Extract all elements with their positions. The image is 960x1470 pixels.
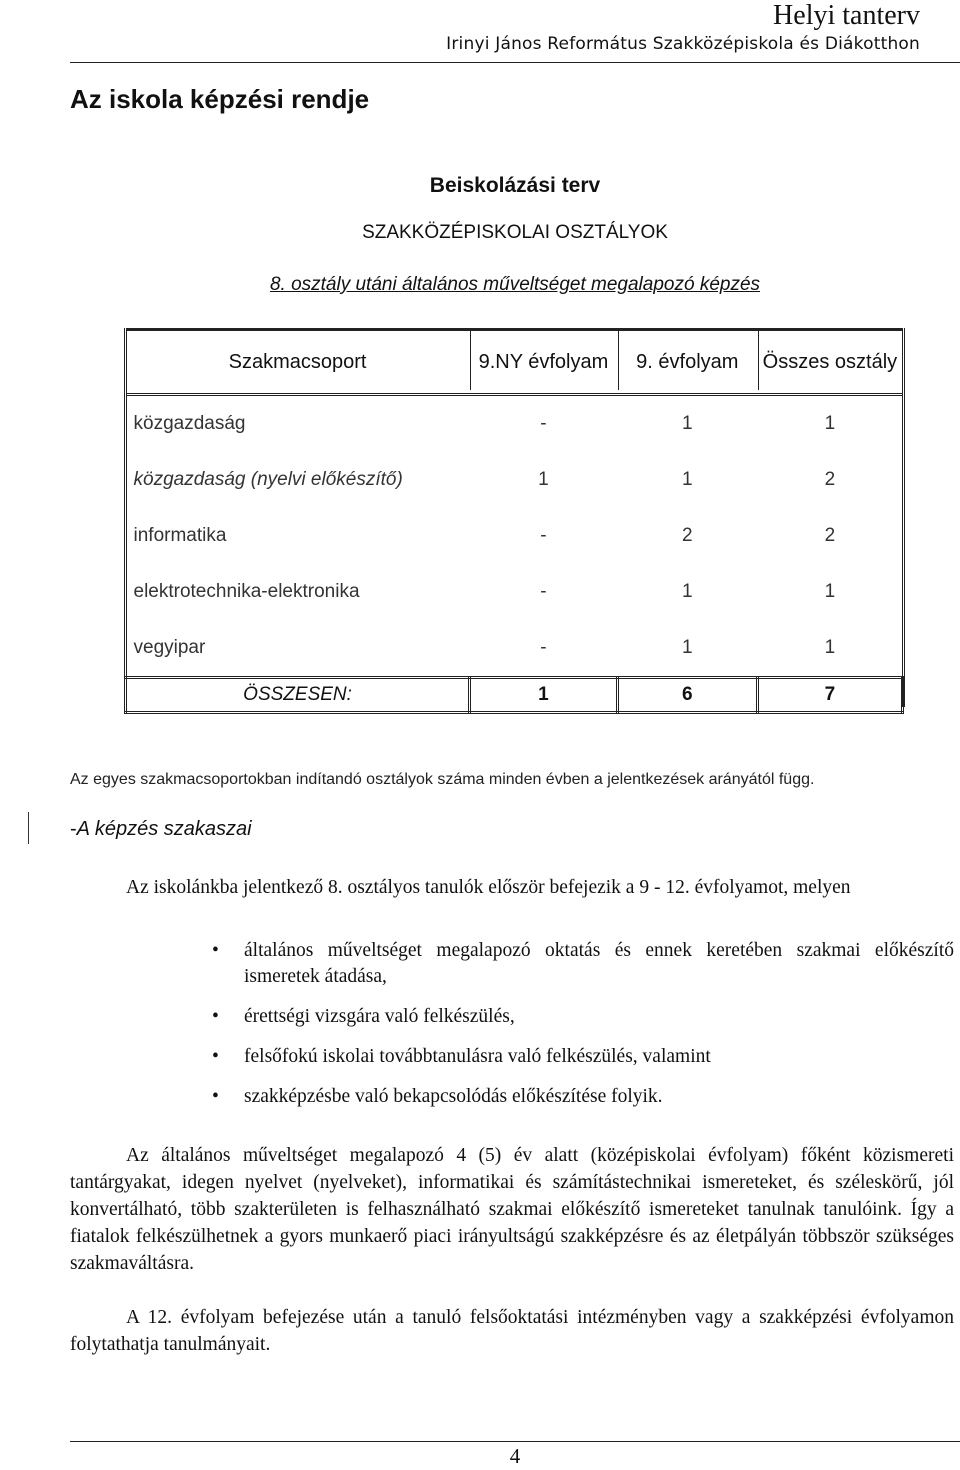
list-item — [206, 1084, 954, 1110]
row-9ny: - — [540, 637, 547, 658]
sum-total: 7 — [757, 678, 902, 713]
header-divider-3 — [758, 328, 759, 390]
revision-bar — [28, 812, 29, 844]
sum-9: 6 — [617, 678, 757, 713]
row-name: közgazdaság (nyelvi előkészítő) — [133, 469, 403, 490]
header-divider-2 — [618, 328, 619, 390]
row-total: 2 — [824, 469, 836, 490]
list-item — [206, 938, 954, 990]
table-row — [126, 508, 903, 564]
col-header-total: Összes osztály — [757, 330, 902, 395]
row-name: vegyipar — [133, 637, 206, 658]
list-item-text: általános műveltséget megalapozó oktatás és ennek keretében szakmai előkészítő ismeretek átadása, — [244, 940, 954, 987]
bullet-icon: • — [212, 1086, 219, 1107]
bullet-icon: • — [212, 1006, 219, 1027]
bullet-icon: • — [212, 940, 219, 961]
table-note: Az egyes szakmacsoportokban indítandó osztályok száma minden évben a jelentkezések arányától függ. — [70, 771, 815, 788]
list-item-text: érettségi vizsgára való felkészülés, — [244, 1006, 515, 1027]
page-number: 4 — [509, 1444, 521, 1468]
bullet-list — [206, 938, 954, 1124]
row-name: közgazdaság — [133, 413, 246, 434]
table-row — [126, 564, 903, 620]
col-header-9ny: 9.NY évfolyam — [470, 330, 618, 395]
enrollment-table — [124, 328, 904, 714]
stage-dash: - — [70, 818, 77, 840]
subheading: Beiskolázási terv — [429, 174, 601, 197]
intro-paragraph: Az iskolánkba jelentkező 8. osztályos tanulók először befejezik a 9 - 12. évfolyamot, melyen — [126, 877, 851, 898]
sum-label: ÖSSZESEN: — [126, 678, 470, 713]
table-row — [126, 452, 903, 508]
col-header-9: 9. évfolyam — [617, 330, 757, 395]
stage-heading — [70, 818, 252, 841]
stage-title: A képzés szakaszai — [76, 818, 252, 840]
footer-divider — [70, 1441, 960, 1442]
row-9: 1 — [682, 413, 693, 434]
row-total: 1 — [824, 413, 836, 434]
table-sum-row — [126, 678, 903, 713]
row-9: 1 — [682, 637, 693, 658]
table-border-right — [902, 328, 905, 707]
row-total: 1 — [824, 581, 836, 602]
table-border-left — [124, 328, 127, 707]
section-heading: SZAKKÖZÉPISKOLAI OSZTÁLYOK — [362, 222, 668, 243]
list-item-text: felsőfokú iskolai továbbtanulásra való felkészülés, valamint — [244, 1046, 711, 1067]
row-9ny: - — [540, 413, 547, 434]
row-9ny: 1 — [538, 469, 549, 490]
page-heading: Az iskola képzési rendje — [70, 84, 370, 114]
row-9: 2 — [682, 525, 693, 546]
row-9ny: - — [540, 581, 547, 602]
header-divider — [70, 62, 960, 63]
sum-9ny: 1 — [470, 678, 618, 713]
body-paragraph: Az általános műveltséget megalapozó 4 (5) év alatt (középiskolai évfolyam) főként közismereti tantárgyakat, idegen nyelvet (nyelveket), informatikai és számítástechnikai ismereteket, és széleskörű, jól konvertálható, több szakterületen is felhasználható szakmai előkészítő ismereteket tanulnak tanulóink. Így a fiatalok felkészülhetnek a gyors munkaerő piaci irányultságú szakképzésre és az életpályán többször szükséges szakmaváltásra. — [70, 1145, 954, 1274]
row-name: elektrotechnika-elektronika — [133, 581, 360, 602]
row-name: informatika — [133, 525, 227, 546]
row-total: 2 — [824, 525, 836, 546]
bullet-icon: • — [212, 1046, 219, 1067]
body-paragraph: A 12. évfolyam befejezése után a tanuló felsőoktatási intézményben vagy a szakképzési évfolyamon folytathatja tanulmányait. — [70, 1307, 954, 1355]
table-row — [126, 395, 903, 453]
col-header-szakmacsoport: Szakmacsoport — [126, 330, 470, 395]
row-9: 1 — [682, 581, 693, 602]
italic-heading: 8. osztály utáni általános műveltséget megalapozó képzés — [269, 274, 761, 295]
header-title: Helyi tanterv — [773, 0, 920, 31]
row-9ny: - — [540, 525, 547, 546]
list-item — [206, 1004, 954, 1030]
table-header-row — [126, 330, 903, 395]
header-divider-1 — [470, 328, 471, 390]
header-school-name: Irinyi János Református Szakközépiskola és Diákotthon — [446, 34, 920, 54]
row-9: 1 — [682, 469, 693, 490]
row-total: 1 — [824, 637, 836, 658]
table-row — [126, 620, 903, 678]
list-item — [206, 1044, 954, 1070]
list-item-text: szakképzésbe való bekapcsolódás előkészítése folyik. — [244, 1086, 663, 1107]
